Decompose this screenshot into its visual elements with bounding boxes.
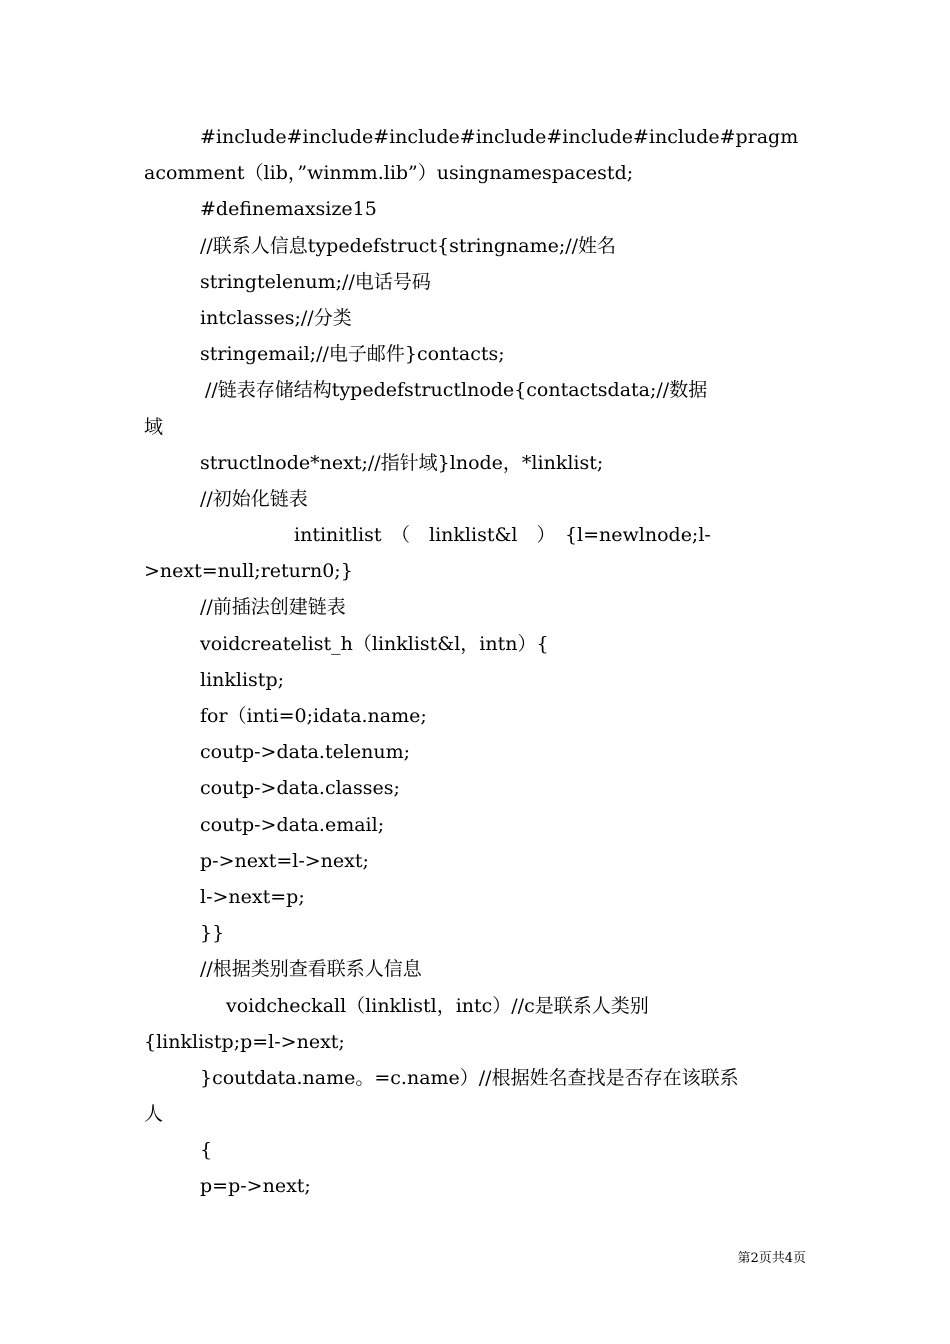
text-line: stringemail;//电子邮件}contacts;	[200, 343, 505, 366]
text-line: >next=null;return0;}	[144, 560, 353, 583]
text-line: l->next=p;	[200, 885, 305, 908]
text-line: p=p->next;	[200, 1175, 311, 1198]
text-line: acomment（lib，”winmm.lib”）usingnamespacestd;	[144, 162, 634, 185]
text-line: {linklistp;p=l->next;	[144, 1030, 345, 1053]
page-number-footer: 第2页共4页	[737, 1251, 806, 1266]
text-line: linklistp;	[200, 668, 285, 691]
text-line: #definemaxsize15	[200, 198, 377, 221]
text-line: voidcreatelist_h（linklist&l，intn）{	[200, 632, 549, 655]
text-line: structlnode*next;//指针域}lnode，*linklist;	[200, 451, 604, 474]
text-line: p->next=l->next;	[200, 849, 369, 872]
text-line: intclasses;//分类	[200, 306, 352, 329]
document-body	[144, 119, 808, 1205]
text-line: coutp->data.classes;	[200, 777, 400, 800]
text-line: {	[200, 1139, 213, 1162]
text-line: }coutdata.name。=c.name）//根据姓名查找是否存在该联系	[200, 1066, 739, 1089]
text-line: //初始化链表	[200, 487, 308, 510]
text-line: //前插法创建链表	[200, 596, 346, 619]
text-line: coutp->data.email;	[200, 813, 385, 836]
text-line: coutp->data.telenum;	[200, 741, 411, 764]
text-line: voidcheckall（linklistl，intc）//c是联系人类别	[226, 994, 649, 1017]
text-line: for（inti=0;idata.name;	[200, 705, 427, 727]
text-line: //根据类别查看联系人信息	[200, 958, 422, 981]
text-line: stringtelenum;//电话号码	[200, 270, 431, 293]
text-line: #include#include#include#include#include#include#pragm	[200, 126, 799, 148]
text-line: intinitlist （ linklist&l ） {l=newlnode;l-	[294, 524, 711, 547]
text-line: 人	[144, 1103, 164, 1126]
text-line: //链表存储结构typedefstructlnode{contactsdata;//数据	[205, 379, 708, 402]
text-line: //联系人信息typedefstruct{stringname;//姓名	[200, 234, 617, 257]
text-line: }}	[200, 922, 225, 945]
text-line: 域	[144, 415, 164, 438]
